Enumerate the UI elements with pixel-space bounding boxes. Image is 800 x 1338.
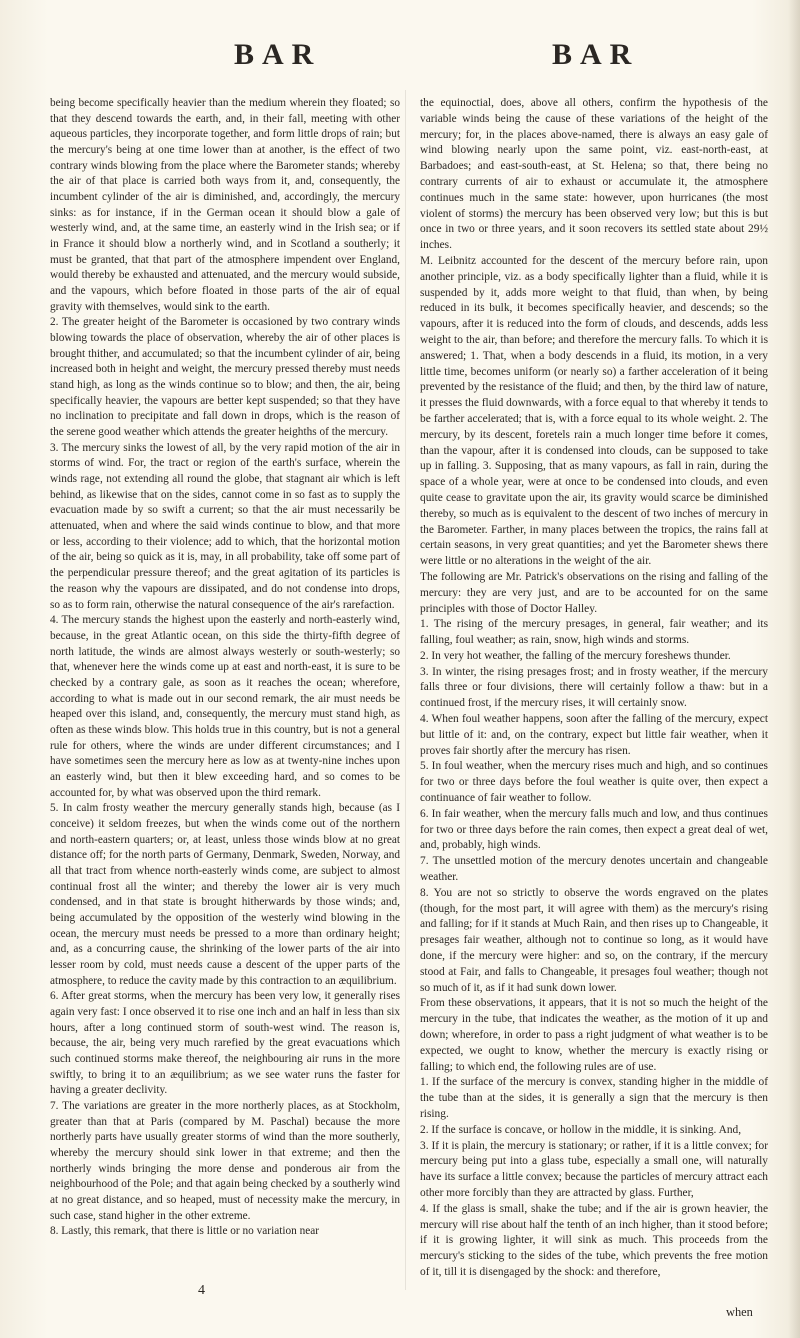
left-paragraph: 3. The mercury sinks the lowest of all, by the very rapid motion of the air in storms of wind. For, the tract or region of the earth's surface, wherein the winds rage, not extending all round the globe, that stagnant air which is left behind, as likewise that on the sides, cannot come in so fast as to supply the evacuation made by so swift a current; so that the air must necessarily be attenuated, when and where the said winds continue to blow, and that more or less, according to their violence; add to which, that the horizontal motion of the air, being so quick as it is, may, in all probability, take off some part of the perpendicular pressure thereof; and the great agitation of its particles is the reason why the vapours are dissipated, and do not condense into drops, so as to form rain, otherwise the natural consequence of the air's rarefaction. [50,441,400,611]
left-paragraph: 6. After great storms, when the mercury has been very low, it generally rises again very fast: I once observed it to rise one inch and an half in less than six hours, after a long continued storm of south-west wind. The reason is, because, the air, being very much rarefied by the great evacuations which such continued storms make thereof, the neighbouring air runs in the more swiftly, to bring it to an æquilibrium; as we see water runs the faster for having a greater declivity. [50,990,400,1097]
running-head-right: BAR [552,38,640,71]
left-paragraph: 2. The greater height of the Barometer is occasioned by two contrary winds blowing towards the place of observation, whereby the air of other places is brought thither, and accumulated; so that the incumbent cylinder of air, being increased both in height and weight, the mercury pressed thereby must needs stand high, as long as the winds continue so to blow; and then, the air, being specifically heavier, the vapours are better kept suspended; so that they have no inclination to precipitate and fall down in drops, which is the reason of the serene good weather which attends the greater heighths of the mercury. [50,316,400,439]
right-paragraph: 1. The rising of the mercury presages, in general, fair weather; and its falling, foul weather; as rain, snow, high winds and storms. [420,618,768,647]
column-divider [405,90,406,1290]
left-paragraph: 4. The mercury stands the highest upon the easterly and north-easterly wind, because, in the great Atlantic ocean, on this side the thirty-fifth degree of north latitude, the winds are almost always westerly or south-westerly; so that, whenever here the winds come up at east and north-east, it is sure to be checked by a contrary gale, as soon as it reaches the ocean; wherefore, according to what is made out in our second remark, the air must needs be heaped over this island, and, consequently, the mercury must stand high, as often as these winds blow. This holds true in this country, but is not a general rule for others, where the winds are under different circumstances; and I have sometimes seen the mercury here as low as at twenty-nine inches upon an easterly wind, but then it blew exceeding hard, and so comes to be accounted for, by what was observed upon the third remark. [50,614,400,799]
left-paragraph: being become specifically heavier than the medium wherein they floated; so that they descend towards the earth, and, in their fall, meeting with other aqueous particles, they incorporate together, and form little drops of rain; but the mercury's being at one time lower than at another, is the effect of two contrary winds blowing from the place where the Barometer stands; whereby the air of that place is carried both ways from it, and, consequently, the incumbent cylinder of the air is diminished, and, accordingly, the mercury sinks: as for instance, if in the German ocean it should blow a gale of westerly wind, and, at the same time, an easterly wind in the Irish sea; or if in France it should blow a northerly wind, and in Scotland a southerly; it must be granted, that that part of the atmosphere impendent over England, would thereby be exhausted and attenuated, and the mercury would subside, and the vapours, which before floated in those parts of the air of equal gravity with themselves, would sink to the earth. [50,97,400,313]
right-paragraph: 2. In very hot weather, the falling of the mercury foreshews thunder. [420,649,731,662]
catchword: when [726,1305,753,1319]
page-edge-shadow [788,0,800,1338]
left-paragraph: 7. The variations are greater in the more northerly places, as at Stockholm, greater than that at Paris (compared by M. Paschal) because the more northerly parts have usually greater storms of wind than the more southerly, whereby the mercury should sink lower in that extreme; and then the northerly winds bringing the more dense and ponderous air from the neighbourhood of the Pole; and that again being checked by a southerly wind at no great distance, and so heaped, must of necessity make the mercury, in such case, stand higher in the other extreme. [50,1100,400,1222]
right-paragraph: 3. In winter, the rising presages frost; and in frosty weather, if the mercury falls three or four divisions, there will certainly follow a thaw: but in a continued frost, if the mercury rises, it will certainly snow. [420,665,768,710]
right-paragraph: 2. If the surface is concave, or hollow in the middle, it is sinking. And, [420,1123,742,1136]
left-paragraph: 8. Lastly, this remark, that there is little or no variation near [50,1225,320,1238]
right-paragraph: 7. The unsettled motion of the mercury denotes uncertain and changeable weather. [420,855,768,884]
right-paragraph: 1. If the surface of the mercury is convex, standing higher in the middle of the tube than at the sides, it is generally a sign that the mercury is then rising. [420,1076,768,1120]
right-paragraph: 4. When foul weather happens, soon after the falling of the mercury, expect but little of it: and, on the contrary, expect but little fair weather, when it proves fair shortly after the mercury has risen. [420,713,768,757]
right-paragraph: 8. You are not so strictly to observe the words engraved on the plates (though, for the most part, it will agree with them) as the mercury's rising and falling; for if it stands at Much Rain, and then rises up to Changeable, it presages fair weather, although not to continue so long, as it would have done, if the mercury were higher: and so, on the contrary, if the mercury stood at Fair, and falls to Changeable, it presages foul weather; though not so much of it, as if it had sunk down lower. [420,886,768,994]
right-paragraph: the equinoctial, does, above all others, confirm the hypothesis of the variable winds being the cause of these variations of the height of the mercury; for, in the places above-named, there is always an easy gale of wind blowing nearly upon the same point, viz. east-north-east, at Barbadoes; and east-south-east, at St. Helena; so that, there being no contrary currents of air to exhaust or accumulate it, the atmosphere continues much in the same state: however, upon hurricanes (the most violent of storms) the mercury has been observed very low; but this is but once in two or three years, and it soon recovers its settled state about 29½ inches. [420,97,768,252]
right-paragraph: From these observations, it appears, that it is not so much the height of the mercury in the tube, that indicates the weather, as the motion of it up and down; wherefore, in order to pass a right judgment of what weather is to be expected, we ought to know, whether the mercury is exactly rising or falling; to which end, the following rules are of use. [420,997,768,1073]
right-paragraph: M. Leibnitz accounted for the descent of the mercury before rain, upon another principle, viz. as a body specifically lighter than a fluid, while it is suspended by it, adds more weight to that fluid, than when, by being reduced in its bulk, it becomes specifically heavier, and descends; so the vapours, after it is reduced into the form of clouds, and descends, adds less weight to the air, than before; and therefore the mercury falls. To which it is answered; 1. That, when a body descends in a fluid, its motion, in a very little time, becomes uniform (or nearly so) a farther acceleration of it being prevented by the resistance of the fluid; and then, by the third law of nature, it presses the fluid downwards, with a force equal to that whereby it tends to be farther accelerated; that is, with a force equal to its whole weight. 2. The mercury, by its descent, foretels rain a much longer time before it comes, than the vapour, after it is condensed into clouds, can be supposed to take up in falling. 3. Supposing, that as many vapours, as fall in rain, during the space of a whole year, were at once to be condensed into clouds, and even quite cease to gravitate upon the air, its gravity would scarce be diminished thereby, so much as is equivalent to the descent of two inches of mercury in the Barometer. Farther, in many places between the tropics, the rains fall at certain seasons, in very great quantities; and yet the Barometer shews there were little or no alterations in the weight of the air. [420,254,768,568]
right-column [420,96,768,1281]
right-paragraph: 4. If the glass is small, shake the tube; and if the air is grown heavier, the mercury will rise about half the tenth of an inch higher, than it stood before; if it is growing lighter, it will sink as much. This proceeds from the mercury's sticking to the sides of the tube, which prevents the free motion of it, till it is disengaged by the shock: and therefore, [420,1202,768,1278]
running-head-left: BAR [234,38,322,71]
right-paragraph: 3. If it is plain, the mercury is stationary; or rather, if it is a little convex; for mercury being put into a glass tube, especially a small one, will naturally have its surface a little convex; because the particles of mercury attract each other more forcibly than they are attracted by glass. Further, [420,1139,768,1199]
page-number: 4 [198,1283,205,1298]
left-column [50,96,400,1240]
left-paragraph: 5. In calm frosty weather the mercury generally stands high, because (as I conceive) it seldom freezes, but when the winds come out of the northern and north-eastern quarters; or, at least, unless those winds blow at no great distance off; for the north parts of Germany, Denmark, Sweden, Norway, and all that tract from whence north-easterly winds come, are subject to almost continual frost all the winter; and thereby the lower air is very much condensed, and in that state is brought hitherwards by those winds; and, being accumulated by the opposition of the westerly wind blowing in the ocean, the mercury must needs be pressed to a more than ordinary height; and, as a concurring cause, the shrinking of the lower parts of the air into lesser room by cold, must needs cause a descent of the upper parts of the atmosphere, to reduce the cavity made by this contraction to an æquilibrium. [50,802,400,987]
right-paragraph: 6. In fair weather, when the mercury falls much and low, and thus continues for two or three days before the rain comes, then expect a great deal of wet, and, probably, high winds. [420,807,768,852]
right-paragraph: 5. In foul weather, when the mercury rises much and high, and so continues for two or three days before the foul weather is quite over, then expect a continuance of fair weather to follow. [420,760,768,805]
right-paragraph: The following are Mr. Patrick's observations on the rising and falling of the mercury: they are very just, and are to be accounted for on the same principles with those of Doctor Halley. [420,570,768,615]
